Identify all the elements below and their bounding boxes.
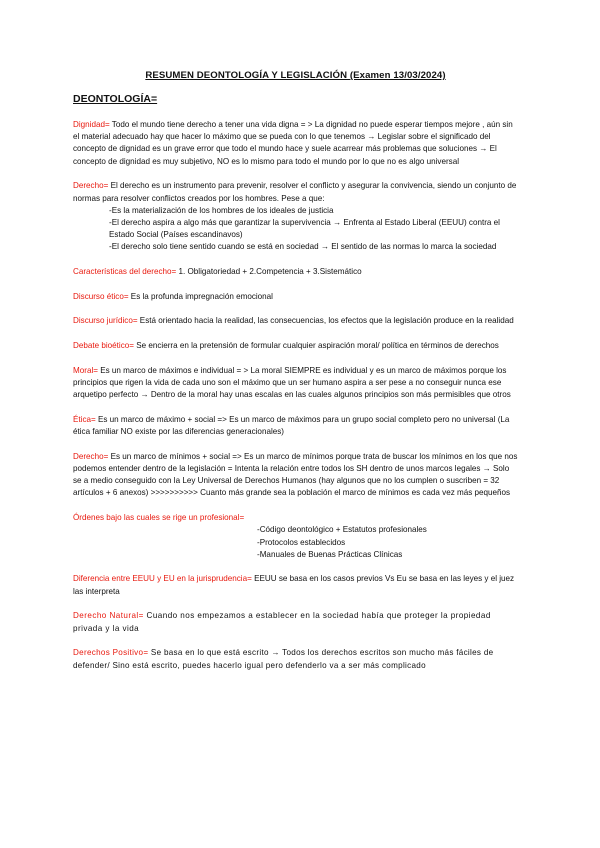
definition-text: Está orientado hacia la realidad, las consecuencias, los efectos que la legislación produce en la realidad — [137, 316, 514, 326]
definition-text: EEUU se basa en los casos previos Vs Eu se basa en las leyes y el juez las interpreta — [73, 574, 515, 596]
term-label: Moral= — [73, 365, 98, 375]
paragraph-discurso-etico — [73, 291, 518, 303]
definition-text: Es un marco de máximos e individual = > La moral SIEMPRE es individual y es un marco de máximos porque los principios que rigen la vida de cada uno son el máximo que un ser humano aspira a ser pese a no conseguir nunca ese arquetipo perfecto → Dentro de la moral hay unas escalas en las cuales algunos principios son más permisibles que otros — [73, 365, 511, 400]
term-label: Características del derecho= — [73, 267, 177, 277]
paragraph-eeuu-eu — [73, 573, 518, 597]
list-item: -Código deontológico + Estatutos profesionales — [257, 525, 427, 535]
term-label: Discurso ético= — [73, 291, 129, 301]
paragraph-derecho-natural — [73, 610, 518, 634]
term-label: Órdenes bajo las cuales se rige un profesional= — [73, 513, 245, 523]
definition-text: Es la profunda impregnación emocional — [128, 291, 273, 301]
list-item: -Es la materialización de los hombres de los ideales de justicia — [109, 205, 334, 215]
paragraph-discurso-juridico — [73, 315, 518, 327]
paragraph-ordenes — [73, 512, 518, 524]
paragraph-etica — [73, 414, 518, 438]
list-item: -El derecho aspira a algo más que garantizar la supervivencia → Enfrenta al Estado Liberal (EEUU) contra el Estado Social (Países escandinavos) — [109, 217, 500, 240]
paragraph-derecho-minimos — [73, 451, 518, 500]
paragraph-debate-bioetico — [73, 340, 518, 352]
definition-text: Es un marco de mínimos + social => Es un marco de mínimos porque trata de buscar los mínimos en los que nos podemos entender dentro de la legislación = Intenta la relación entre todos los SH dentro de unos marcos legales → Solo se a medio conseguido con la Ley Universal de Derechos Humanos (hay algunos que no los cumplen o suscriben = 32 artículos + 6 anexos) >>>>>>>>>> Cuanto más grande sea la población el marco de mínimos es cada vez más pequeños — [73, 451, 518, 498]
term-label: Derecho= — [73, 451, 109, 461]
paragraph-dignidad — [73, 119, 518, 168]
list-item: -Manuales de Buenas Prácticas Clínicas — [257, 549, 403, 559]
term-label: Diferencia entre EEUU y EU en la jurisprudencia= — [73, 574, 252, 584]
ordenes-list — [73, 524, 518, 561]
definition-text: Es un marco de máximo + social => Es un marco de máximos para un grupo social completo pero no universal (La ética familiar NO existe por las diferencias generacionales) — [73, 414, 510, 437]
term-label: Derechos Positivo= — [73, 648, 149, 658]
definition-text: El derecho es un instrumento para prevenir, resolver el conflicto y asegurar la convivencia, siendo un conjunto de normas para resolver conflictos creados por los hombres. Pese a que: — [73, 181, 517, 203]
paragraph-derecho — [73, 180, 518, 204]
derecho-list — [73, 205, 518, 254]
term-label: Discurso jurídico= — [73, 316, 138, 326]
document-title: RESUMEN DEONTOLOGÍA Y LEGISLACIÓN (Examen 13/03/2024) — [145, 70, 446, 81]
definition-text: Todo el mundo tiene derecho a tener una vida digna = > La dignidad no puede esperar tiempos mejore , aún sin el material adecuado hay que hacer lo máximo que se pueda con lo que tenemos → Legislar sobre el significado del concepto de dignidad es un grave error que todo el mundo hace y suele acarrear más problemas que soluciones → El concepto de dignidad es muy subjetivo, NO es lo mismo para todo el mundo por lo que no es algo universal — [73, 120, 513, 166]
paragraph-caracteristicas — [73, 266, 518, 278]
term-label: Dignidad= — [73, 120, 110, 129]
definition-text: Se basa en lo que está escrito → Todos los derechos escritos son mucho más fáciles de defender/ Sino está escrito, puedes hacerlo igual pero defenderlo va a ser más complicado — [73, 648, 494, 670]
term-label: Debate bioético= — [73, 341, 134, 351]
term-label: Ética= — [73, 414, 96, 424]
definition-text: Cuando nos empezamos a establecer en la sociedad había que proteger la propiedad privada y la vida — [73, 611, 491, 633]
definition-text: Se encierra en la pretensión de formular cualquier aspiración moral/ política en términos de derechos — [133, 341, 499, 351]
list-item: -El derecho solo tiene sentido cuando se está en sociedad → El sentido de las normas lo marca la sociedad — [109, 242, 497, 252]
term-label: Derecho= — [73, 181, 109, 191]
paragraph-moral — [73, 365, 518, 402]
list-item: -Protocolos establecidos — [257, 537, 346, 547]
term-label: Derecho Natural= — [73, 611, 144, 621]
paragraph-derecho-positivo — [73, 647, 518, 671]
section-heading: DEONTOLOGÍA= — [73, 93, 158, 105]
definition-text: 1. Obligatoriedad + 2.Competencia + 3.Sistemático — [176, 267, 362, 277]
